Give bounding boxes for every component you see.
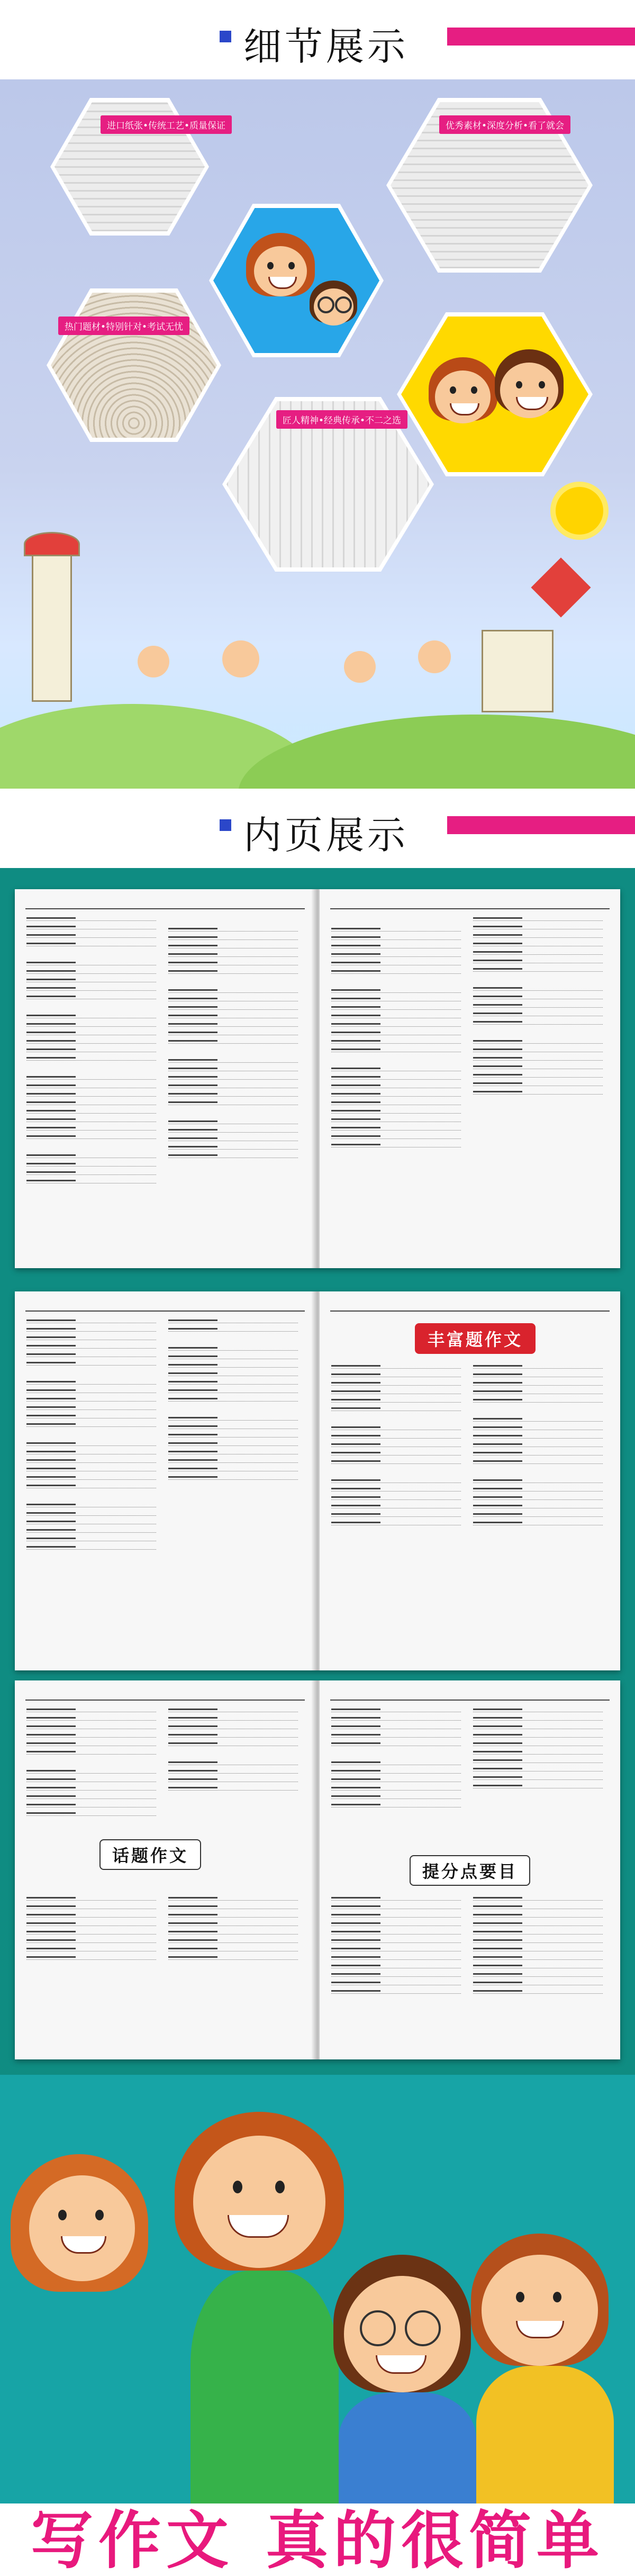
child-figure	[222, 640, 259, 677]
section-header-inner-pages	[0, 789, 635, 868]
lighthouse-illustration	[32, 545, 72, 702]
topic-composition-title: 话题作文	[99, 1839, 201, 1870]
slogan-text	[0, 2504, 635, 2576]
child-figure	[138, 646, 169, 677]
tag-excellent-materials: 优秀素材•深度分析•看了就会	[439, 115, 570, 134]
boy-shirt	[190, 2271, 339, 2503]
hex-photo-open-book	[47, 288, 221, 442]
section-title: 细节展示	[243, 24, 409, 69]
pink-accent-bar	[447, 816, 635, 834]
page-right	[320, 1291, 620, 1670]
blue-square-bullet	[220, 819, 231, 831]
hill-right	[238, 715, 635, 789]
glasses-boy-shirt	[339, 2392, 476, 2509]
tag-paper-quality: 进口纸张•传统工艺•质量保证	[101, 115, 232, 134]
score-tips-title: 提分点要目	[410, 1855, 530, 1886]
child-figure	[418, 640, 451, 673]
footer-banner	[0, 2075, 635, 2576]
right-boy-shirt	[476, 2366, 614, 2509]
page-right	[320, 889, 620, 1268]
castle-illustration	[482, 630, 554, 712]
book-spread-3	[15, 1680, 620, 2059]
hex-girl-illustration	[209, 204, 384, 357]
detail-showcase	[0, 79, 635, 789]
book-spread-2	[15, 1291, 620, 1670]
sun-illustration	[556, 487, 603, 535]
section-header-details	[0, 0, 635, 79]
page-left	[15, 1680, 315, 2059]
kite-illustration	[531, 557, 591, 617]
section-title: 内页展示	[243, 813, 409, 857]
slogan-part-1: 写作文	[30, 2504, 234, 2576]
tag-hot-topics: 热门题材•特别针对•考试无忧	[58, 317, 189, 335]
child-figure	[344, 651, 376, 683]
inner-pages-showcase	[0, 868, 635, 2075]
rich-topic-title: 丰富题作文	[415, 1323, 536, 1354]
tag-craftsmanship: 匠人精神•经典传承•不二之选	[276, 410, 407, 429]
blue-square-bullet	[220, 31, 231, 42]
lighthouse-roof	[24, 532, 80, 556]
pink-accent-bar	[447, 28, 635, 46]
page-left	[15, 889, 315, 1268]
page-left	[15, 1291, 315, 1670]
page-right	[320, 1680, 620, 2059]
book-spread-1	[15, 889, 620, 1268]
slogan-part-2: 真的很简单	[266, 2504, 605, 2576]
